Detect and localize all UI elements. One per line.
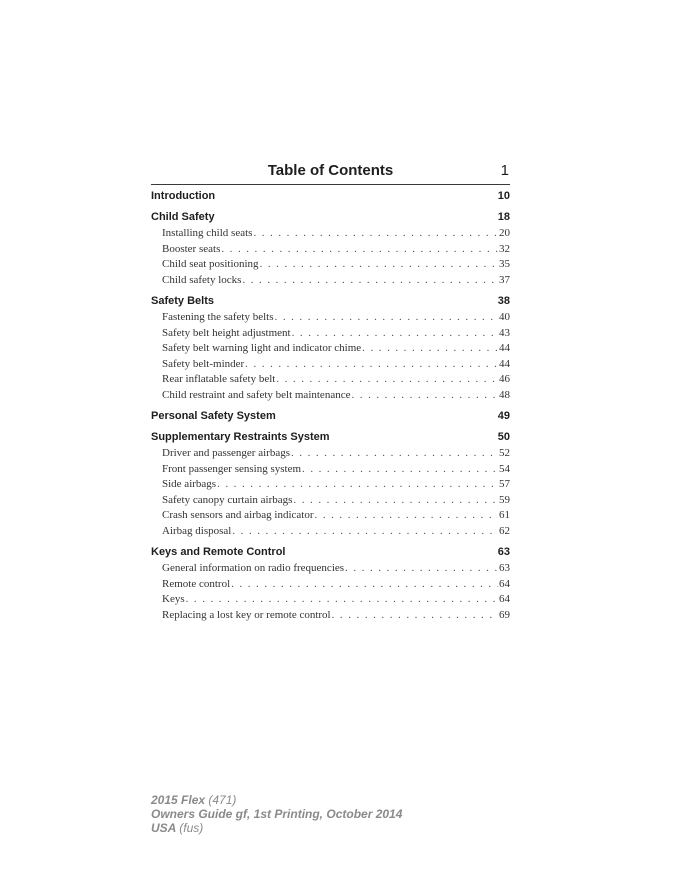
footer-model-line bbox=[151, 793, 402, 807]
toc-section bbox=[151, 430, 510, 539]
toc-entry[interactable] bbox=[151, 462, 510, 478]
toc-entry-page: 35 bbox=[499, 258, 510, 270]
toc-dot-leader bbox=[245, 357, 498, 373]
toc-entry[interactable] bbox=[151, 257, 510, 273]
toc-entry-page: 37 bbox=[499, 273, 510, 286]
toc-entry-label: General information on radio frequencies bbox=[162, 562, 345, 574]
toc-dot-leader bbox=[221, 242, 498, 258]
toc-entry-label: Keys bbox=[162, 593, 185, 605]
footer-market-line bbox=[151, 821, 402, 835]
toc-entry[interactable] bbox=[151, 372, 510, 388]
toc-section-heading[interactable] bbox=[151, 545, 510, 560]
toc-entry-page: 43 bbox=[499, 326, 510, 339]
footer-model-code: (471) bbox=[208, 793, 237, 807]
toc-entry[interactable] bbox=[151, 577, 510, 593]
toc-entry-label: Crash sensors and airbag indicator bbox=[162, 509, 314, 521]
toc-entry-label: Airbag disposal bbox=[162, 524, 232, 537]
toc-entry[interactable] bbox=[151, 608, 510, 624]
toc-entry[interactable] bbox=[151, 341, 510, 357]
toc-dot-leader bbox=[231, 577, 498, 593]
toc-dot-leader bbox=[242, 273, 498, 289]
toc-entry[interactable] bbox=[151, 561, 510, 577]
toc-section bbox=[151, 545, 510, 623]
toc-entry-page: 40 bbox=[499, 311, 510, 323]
toc-dot-leader bbox=[186, 592, 498, 608]
toc-entry-label: Safety canopy curtain airbags bbox=[162, 493, 293, 506]
toc-entry[interactable] bbox=[151, 226, 510, 242]
toc-section-page: 10 bbox=[497, 190, 510, 202]
toc-section-page: 18 bbox=[497, 211, 510, 223]
toc-section-page: 50 bbox=[497, 431, 510, 443]
toc-dot-leader bbox=[315, 508, 498, 524]
toc-entry[interactable] bbox=[151, 493, 510, 509]
toc-section-title: Keys and Remote Control bbox=[151, 546, 286, 558]
toc-entry[interactable] bbox=[151, 357, 510, 373]
toc-entry[interactable] bbox=[151, 446, 510, 462]
toc-entry-label: Safety belt warning light and indicator chime bbox=[162, 342, 362, 354]
toc-entry-label: Remote control bbox=[162, 577, 231, 590]
toc-entry-label: Fastening the safety belts bbox=[162, 311, 274, 323]
page-title: Table of Contents bbox=[267, 162, 394, 179]
toc-entry-page: 44 bbox=[499, 342, 510, 354]
toc-entry-page: 61 bbox=[499, 509, 510, 521]
table-of-contents bbox=[151, 189, 510, 629]
toc-dot-leader bbox=[232, 524, 498, 540]
toc-dot-leader bbox=[302, 462, 498, 478]
toc-entry-label: Child seat positioning bbox=[162, 258, 259, 270]
toc-entry-label: Child restraint and safety belt maintenance bbox=[162, 388, 351, 401]
toc-entry-label: Side airbags bbox=[162, 478, 217, 490]
toc-section-page: 49 bbox=[497, 410, 510, 422]
toc-entry-page: 46 bbox=[499, 373, 510, 385]
toc-dot-leader bbox=[217, 477, 498, 493]
toc-section-title: Supplementary Restraints System bbox=[151, 431, 330, 443]
toc-dot-leader bbox=[276, 372, 498, 388]
toc-section-title: Child Safety bbox=[151, 211, 215, 223]
toc-entry-label: Child safety locks bbox=[162, 273, 242, 286]
toc-entry[interactable] bbox=[151, 310, 510, 326]
toc-dot-leader bbox=[332, 608, 498, 624]
toc-entry-page: 54 bbox=[499, 462, 510, 475]
toc-entry[interactable] bbox=[151, 592, 510, 608]
toc-entry-label: Installing child seats bbox=[162, 227, 253, 239]
toc-section-page: 38 bbox=[497, 295, 510, 307]
toc-entry[interactable] bbox=[151, 242, 510, 258]
toc-entry-page: 52 bbox=[499, 447, 510, 459]
toc-section-heading[interactable] bbox=[151, 409, 510, 424]
footer-model: 2015 Flex bbox=[151, 793, 206, 807]
toc-entry-page: 32 bbox=[499, 242, 510, 255]
toc-entry-page: 44 bbox=[499, 357, 510, 370]
toc-section bbox=[151, 409, 510, 424]
toc-section-heading[interactable] bbox=[151, 430, 510, 445]
footer-guide: Owners Guide gf, 1st Printing, October 2014 bbox=[151, 807, 403, 821]
toc-entry-label: Driver and passenger airbags bbox=[162, 447, 290, 459]
toc-entry-page: 57 bbox=[499, 478, 510, 490]
toc-entry-page: 64 bbox=[499, 577, 510, 590]
toc-entry-page: 20 bbox=[499, 227, 510, 239]
toc-dot-leader bbox=[253, 226, 498, 242]
toc-entry-label: Front passenger sensing system bbox=[162, 462, 302, 475]
footer-market-code: (fus) bbox=[179, 821, 204, 835]
toc-entry[interactable] bbox=[151, 508, 510, 524]
toc-entry-label: Safety belt height adjustment bbox=[162, 326, 291, 339]
toc-section-title: Introduction bbox=[151, 190, 216, 202]
toc-dot-leader bbox=[293, 493, 498, 509]
footer bbox=[151, 793, 402, 835]
toc-entry[interactable] bbox=[151, 388, 510, 404]
toc-section-page: 63 bbox=[497, 546, 510, 558]
toc-section-title: Safety Belts bbox=[151, 295, 214, 307]
toc-section-title: Personal Safety System bbox=[151, 410, 276, 422]
toc-entry-label: Booster seats bbox=[162, 242, 221, 255]
footer-market: USA bbox=[151, 821, 176, 835]
toc-entry-page: 64 bbox=[499, 593, 510, 605]
page-header bbox=[151, 162, 510, 185]
toc-dot-leader bbox=[275, 310, 498, 326]
toc-entry-page: 63 bbox=[499, 562, 510, 574]
toc-dot-leader bbox=[292, 326, 498, 342]
toc-section bbox=[151, 294, 510, 403]
toc-dot-leader bbox=[362, 341, 498, 357]
toc-dot-leader bbox=[351, 388, 498, 404]
toc-dot-leader bbox=[260, 257, 498, 273]
toc-entry[interactable] bbox=[151, 273, 510, 289]
toc-entry-page: 62 bbox=[499, 524, 510, 537]
toc-entry-page: 59 bbox=[499, 493, 510, 506]
toc-entry[interactable] bbox=[151, 326, 510, 342]
toc-dot-leader bbox=[291, 446, 498, 462]
toc-entry[interactable] bbox=[151, 524, 510, 540]
toc-section-heading[interactable] bbox=[151, 294, 510, 309]
toc-entry-page: 69 bbox=[499, 608, 510, 621]
toc-section bbox=[151, 189, 510, 204]
toc-dot-leader bbox=[345, 561, 498, 577]
toc-entry-label: Safety belt-minder bbox=[162, 357, 245, 370]
page-number: 1 bbox=[500, 162, 509, 179]
toc-section-heading[interactable] bbox=[151, 210, 510, 225]
toc-entry[interactable] bbox=[151, 477, 510, 493]
toc-entry-page: 48 bbox=[499, 388, 510, 401]
toc-section-heading[interactable] bbox=[151, 189, 510, 204]
toc-entry-label: Rear inflatable safety belt bbox=[162, 373, 276, 385]
toc-entry-label: Replacing a lost key or remote control bbox=[162, 608, 331, 621]
toc-section bbox=[151, 210, 510, 288]
